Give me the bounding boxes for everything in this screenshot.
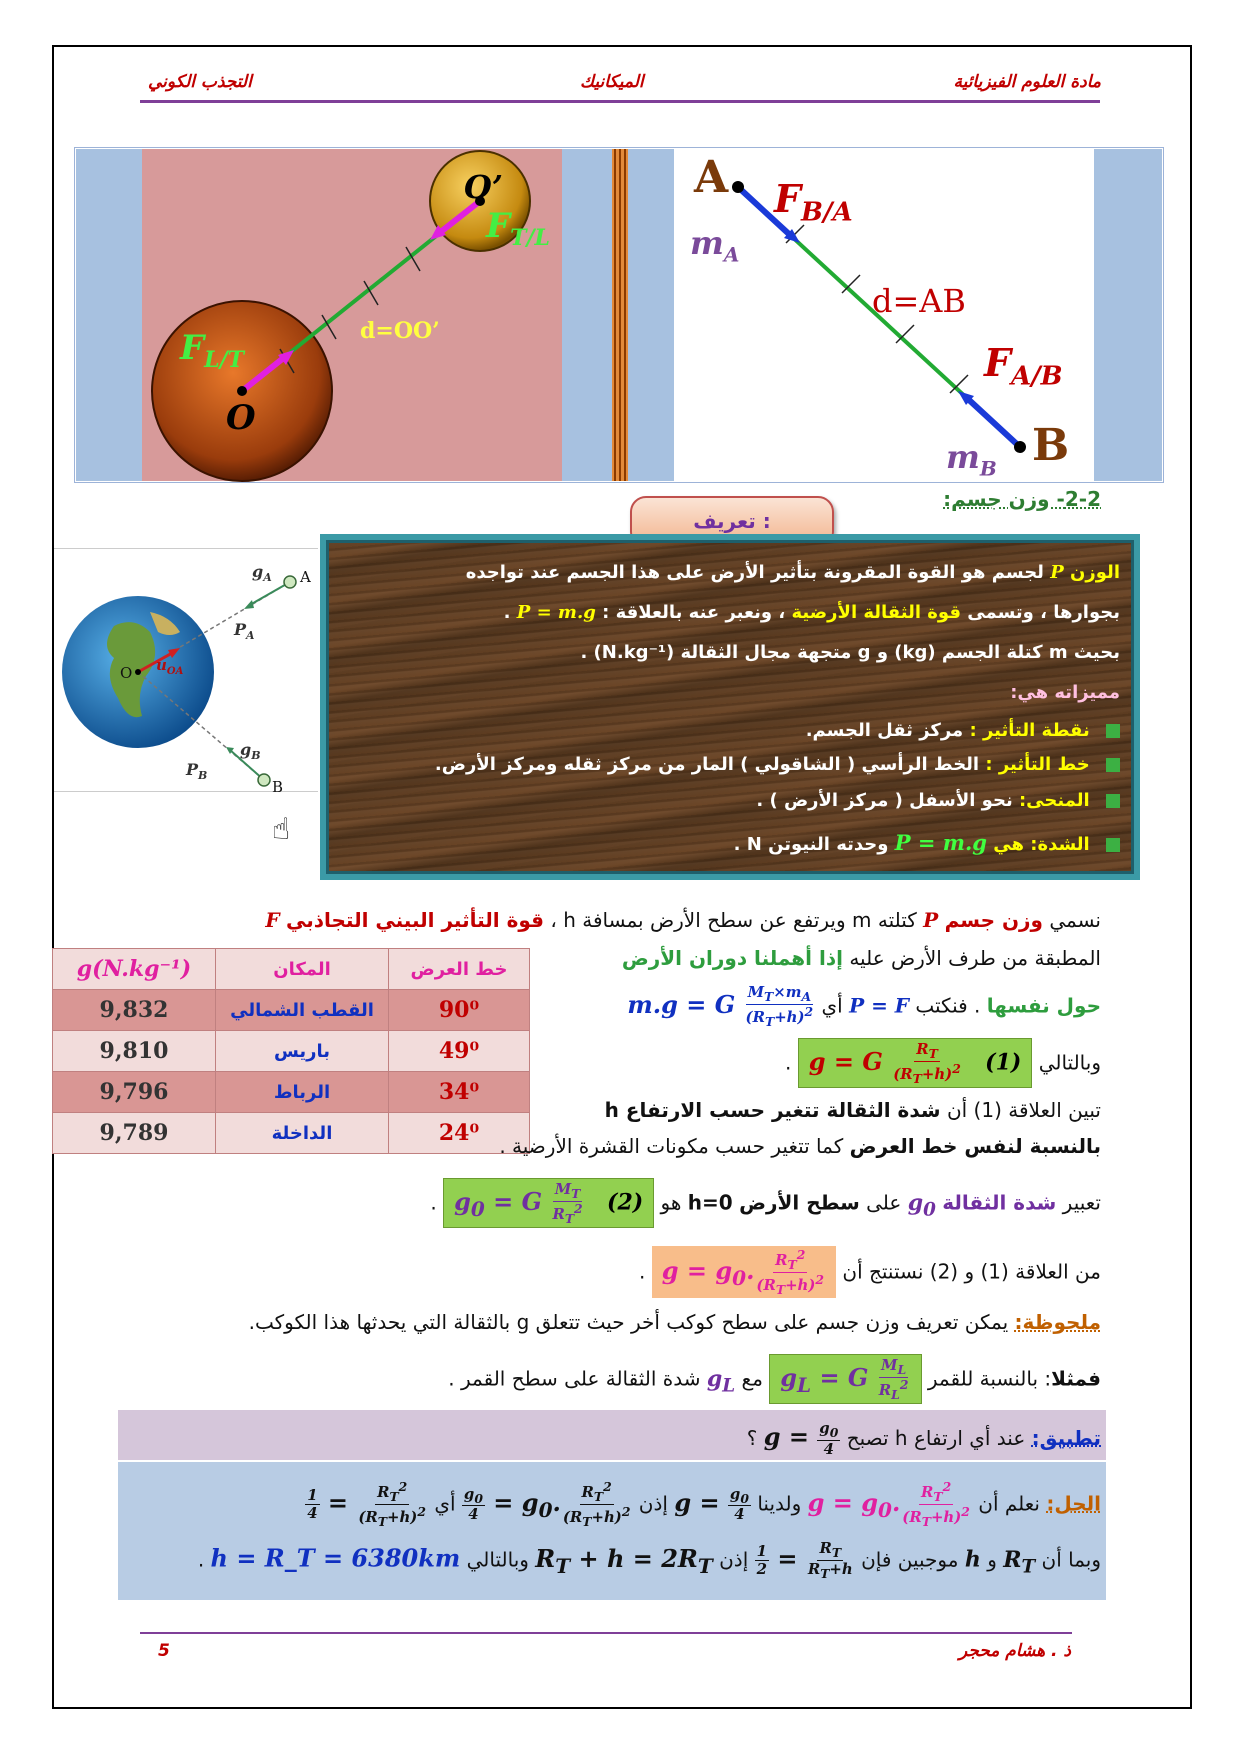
footer-divider (140, 1632, 1072, 1634)
table-cell: الرباط (216, 1072, 389, 1113)
page-number: 5 (158, 1641, 170, 1661)
label-PB: $P_B$ (186, 760, 208, 783)
table-header: المكان (216, 949, 389, 990)
gravity-table (52, 948, 530, 1154)
footer-author: ذ . هشام محجر (958, 1641, 1071, 1661)
label-mass-A: $m_A$ (690, 224, 740, 267)
label-O: O (226, 398, 256, 438)
table-cell: 24⁰ (389, 1113, 530, 1154)
equation-3-box: $g = g_0$. $\frac{R_T^2}{(R_T+h)^2}$ (652, 1246, 836, 1298)
bullet-square-icon (1106, 794, 1120, 808)
label-A: A (694, 152, 729, 203)
solution-line-2: وبما أن $R_T$ و h موجبين فإن $\frac{1}{2}$ = $\frac{R_T}{R_T+h}$ إذن $R_T + h = 2R_T$ وبالتالي h = R_T = 6380km . (197, 1539, 1101, 1581)
definition-panel (320, 534, 1140, 880)
label-O-prime: O’ (464, 168, 504, 206)
label-gA: $g_A$ (252, 562, 272, 585)
body-line-1: نسمي وزن جسم P كتلته m ويرتفع عن سطح الأرض بمسافة h ، قوة التأثير البيني التجاذبي F (265, 908, 1101, 932)
solution-result: h = R_T = 6380km (210, 1543, 461, 1573)
body-line-2: المطبقة من طرف الأرض عليه إذا أهملنا دوران الأرض (621, 946, 1101, 970)
equation-1-box: (1) g = G $\frac{R_T}{(R_T+h)^2}$ (798, 1038, 1033, 1088)
table-cell: 9,810 (53, 1031, 216, 1072)
header-lesson: التجذب الكوني (148, 72, 252, 92)
label-force-TL: $F_{T/L}$ (486, 206, 551, 251)
label-point-B: B (272, 778, 284, 796)
label-force-AB: $F_{A/B}$ (984, 340, 1063, 392)
body-line-7: تعبير شدة الثقالة $g_0$ على سطح الأرض h=0 هو (2) $g_0 = G$ $\frac{M_T}{R_T^2}$ . (430, 1178, 1101, 1228)
equation-2-box: (2) $g_0 = G$ $\frac{M_T}{R_T^2}$ (443, 1178, 654, 1228)
bullet-square-icon (1106, 838, 1120, 852)
table-cell: 9,789 (53, 1113, 216, 1154)
bullet-point-application: نقطة التأثير : مركز ثقل الجسم. (806, 720, 1120, 741)
table-cell: 9,796 (53, 1072, 216, 1113)
label-PA: $P_A$ (234, 620, 255, 643)
header-divider (140, 100, 1100, 103)
bullet-direction: المنحى: نحو الأسفل ( مركز الأرض ) . (756, 790, 1120, 811)
bullet-square-icon (1106, 724, 1120, 738)
label-force-LT: $F_{L/T}$ (180, 328, 245, 373)
definition-line-3: بحيث m كتلة الجسم (kg) و g متجهة مجال الثقالة (N.kg⁻¹) . (580, 642, 1120, 663)
table-header: g(N.kg⁻¹) (53, 949, 216, 990)
table-cell: 9,832 (53, 990, 216, 1031)
label-point-A: A (300, 568, 311, 586)
body-line-3: حول نفسها . فنكتب P = F أي m.g = G $\frac{M_T\times m_A}{(R_T+h)^2}$ (627, 983, 1101, 1029)
table-cell: 34⁰ (389, 1072, 530, 1113)
table-cell: 49⁰ (389, 1031, 530, 1072)
body-line-4: وبالتالي (1) g = G $\frac{R_T}{(R_T+h)^2}$ . (785, 1038, 1101, 1088)
table-cell: 90⁰ (389, 990, 530, 1031)
label-uOA: $u_{OA}$ (156, 656, 184, 677)
earth-weight-figure (54, 548, 318, 792)
hand-cursor-icon: ☝ (272, 812, 291, 847)
equation-moon-box: $g_L = G$ $\frac{M_L}{R_L^2}$ (769, 1354, 921, 1404)
example-line: فمثلا: بالنسبة للقمر $g_L = G$ $\frac{M_L}{R_L^2}$ مع $g_L$ شدة الثقالة على سطح القمر . (448, 1354, 1101, 1404)
label-center-O: O (120, 664, 133, 682)
equation-weight-equals-force: m.g = G $\frac{M_T\times m_A}{(R_T+h)^2}$ (627, 983, 814, 1029)
application-line: تطبيق: عند أي ارتفاع h تصبح g = $\frac{g_0}{4}$ ؟ (746, 1419, 1101, 1458)
label-distance-OO: d=OO’ (360, 318, 440, 344)
label-distance-AB: d=AB (872, 282, 966, 320)
label-gB: $g_B$ (240, 740, 261, 763)
table-cell: الداخلة (216, 1113, 389, 1154)
note-line: ملحوظة: يمكن تعريف وزن جسم على سطح كوكب أخر حيث تتعلق g بالثقالة التي يحدثها هذا الكوكب. (248, 1310, 1101, 1334)
body-line-8: من العلاقة (1) و (2) نستنتج أن $g = g_0$. $\frac{R_T^2}{(R_T+h)^2}$ . (639, 1247, 1101, 1297)
body-line-5: تبين العلاقة (1) أن شدة الثقالة تتغير حسب الارتفاع h (604, 1098, 1101, 1122)
header-subject: مادة العلوم الفيزيائية (953, 72, 1101, 92)
table-cell: القطب الشمالي (216, 990, 389, 1031)
definition-line-1: الوزن P لجسم هو القوة المقرونة بتأثير الأرض على هذا الجسم عند تواجده (465, 562, 1120, 583)
label-mass-B: $m_B$ (946, 438, 997, 481)
bullet-square-icon (1106, 758, 1120, 772)
table-header: خط العرض (389, 949, 530, 990)
header-chapter: الميكانيك (580, 72, 644, 92)
label-force-BA: $F_{B/A}$ (774, 176, 853, 228)
definition-line-4: مميزاته هي: (1010, 682, 1120, 703)
bullet-line-of-action: خط التأثير : الخط الرأسي ( الشاقولي ) المار من مركز ثقله ومركز الأرض. (435, 754, 1120, 775)
definition-line-2: بجوارها ، وتسمى قوة الثقالة الأرضية ، ونعبر عنه بالعلاقة : P = m.g . (503, 602, 1120, 623)
body-line-6: بالنسبة لنفس خط العرض كما تتغير حسب مكونات القشرة الأرضية . (499, 1134, 1101, 1158)
definition-tag: تعريف : (630, 496, 834, 548)
table-cell: باريس (216, 1031, 389, 1072)
section-title: 2-2- وزن جسم: (943, 487, 1101, 511)
label-B: B (1032, 420, 1070, 471)
bullet-magnitude: الشدة: هي P = m.g وحدته النيوتن N . (734, 830, 1120, 855)
solution-line-1: الحل: نعلم أن $g = g_0$. $\frac{R_T^2}{(R_T+h)^2}$ ولدينا g = $\frac{g_0}{4}$ إذن $\frac{g_0}{4}$ = $g_0$. $\frac{R_T^2}{(R_T+h)^2}$ أي $\frac{1}{4}$ = $\frac{R_T^2}{(R_T+h)^2}$ (307, 1479, 1101, 1529)
